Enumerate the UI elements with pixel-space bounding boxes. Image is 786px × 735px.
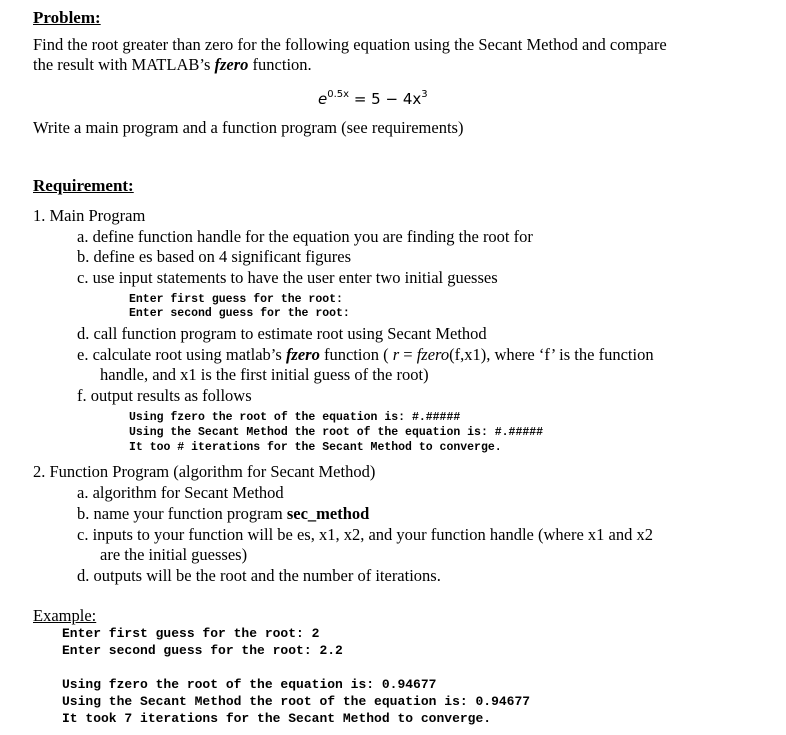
code-prompt-1: Enter first guess for the root: (129, 293, 343, 306)
func-item-c: c. inputs to your function will be es, x1, x2, and your function handle (where x1 and x2 (77, 525, 654, 544)
func-item-d: d. outputs will be the root and the number of iterations. (77, 566, 441, 585)
main-item-e: e. calculate root using matlab’s fzero function ( r = fzero(f,x1), where ‘f’ is the function (77, 345, 654, 364)
example-output-1: Using fzero the root of the equation is: 0.94677 (62, 677, 437, 692)
code-prompt-2: Enter second guess for the root: (129, 307, 350, 320)
func-item-c-line2: are the initial guesses) (100, 545, 248, 564)
func-item-a: a. algorithm for Secant Method (77, 483, 284, 502)
example-input-1: Enter first guess for the root: 2 (62, 626, 320, 641)
example-heading: Example: (33, 606, 97, 625)
main-item-e-line2: handle, and x1 is the first initial guess of the root) (100, 365, 429, 384)
requirement-heading: Requirement: (33, 176, 134, 195)
main-program-label: 1. Main Program (33, 206, 146, 225)
example-output-2: Using the Secant Method the root of the equation is: 0.94677 (62, 694, 531, 709)
main-item-d: d. call function program to estimate root using Secant Method (77, 324, 487, 343)
equation: $e^{0.5x} = 5 - 4x^3$ (318, 89, 428, 108)
func-item-b: b. name your function program sec_method (77, 504, 370, 523)
problem-line-2: the result with MATLAB’s fzero function. (33, 55, 312, 74)
function-program-label: 2. Function Program (algorithm for Secant Method) (33, 462, 376, 481)
main-item-f: f. output results as follows (77, 386, 252, 405)
main-item-c: c. use input statements to have the user enter two initial guesses (77, 268, 498, 287)
example-output-3: It took 7 iterations for the Secant Method to converge. (62, 711, 492, 726)
main-item-a: a. define function handle for the equation you are finding the root for (77, 227, 533, 246)
example-input-2: Enter second guess for the root: 2.2 (62, 643, 343, 658)
write-instruction: Write a main program and a function program (see requirements) (33, 118, 464, 137)
problem-heading: Problem: (33, 8, 101, 27)
output-line-1: Using fzero the root of the equation is: #.##### (129, 411, 461, 424)
output-line-3: It too # iterations for the Secant Method to converge. (129, 441, 502, 454)
main-item-b: b. define es based on 4 significant figures (77, 247, 352, 266)
problem-line-1: Find the root greater than zero for the following equation using the Secant Method and compare (33, 35, 667, 54)
output-line-2: Using the Secant Method the root of the equation is: #.##### (129, 426, 544, 439)
